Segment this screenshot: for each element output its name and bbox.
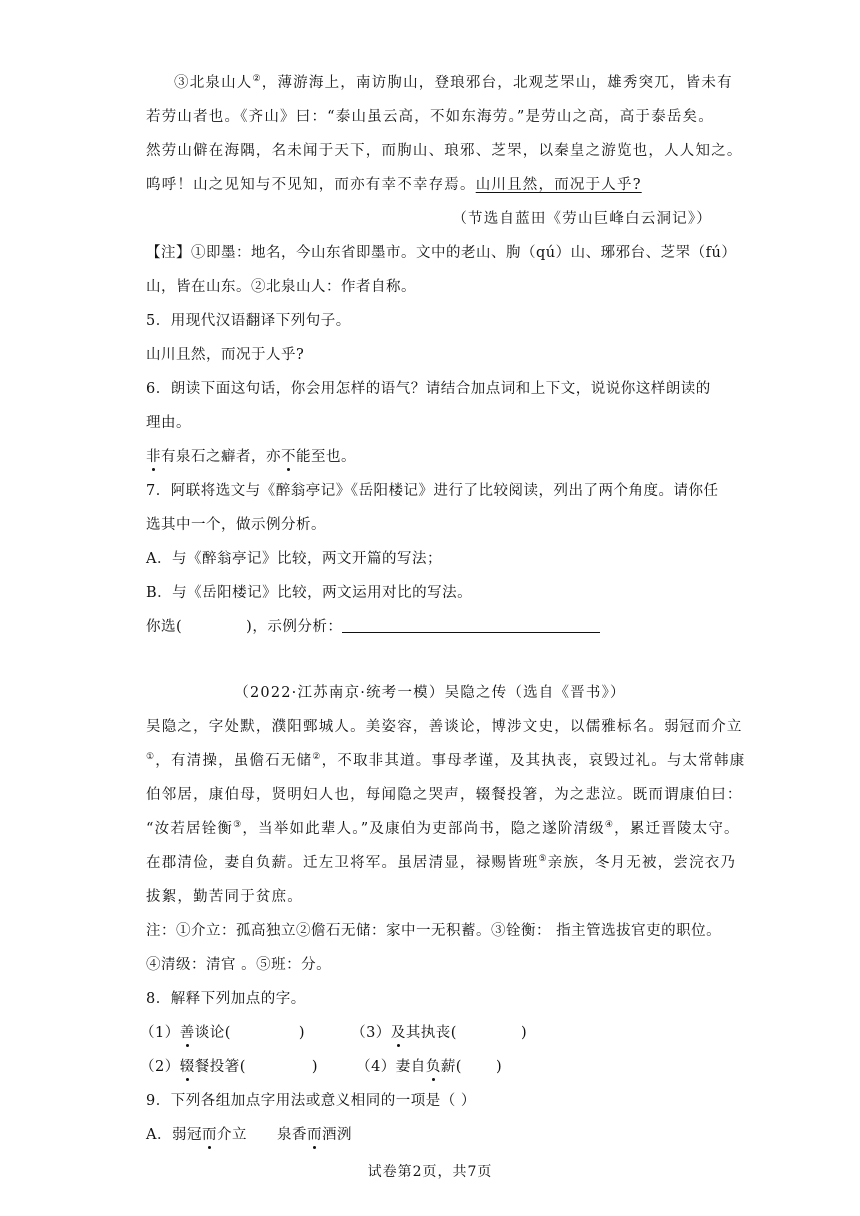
q9-title: 9．下列各组加点字用法或意义相同的一项是（ ） xyxy=(146,1093,476,1109)
passage2-line2: ①，有清操，虽儋石无储②，不取非其道。事母孝谨，及其执丧，哀毁过礼。与太常韩康 xyxy=(146,752,746,769)
q6-line2: 理由。 xyxy=(146,415,191,431)
q7-line1: 7．阿联将选文与《醉翁亭记》《岳阳楼记》进行了比较阅读，列出了两个角度。请你任 xyxy=(146,483,719,499)
dotted-char: 非 xyxy=(146,449,161,465)
passage2-heading: （2022·江苏南京·统考一模）吴隐之传（选自《晋书》） xyxy=(234,685,626,701)
dotted-char: 善 xyxy=(179,1025,195,1041)
passage1-line1: ③北泉山人②，薄游海上，南访朐山，登琅邪台，北观芝罘山，雄秀突兀，皆未有 xyxy=(174,74,733,91)
passage1-line3: 然劳山僻在海隅，名未闻于天下，而朐山、琅邪、芝罘，以秦皇之游览也，人人知之。 xyxy=(146,143,743,159)
dotted-char: 而 xyxy=(306,1127,322,1143)
passage1-source: （节选自蓝田《劳山巨峰白云洞记》） xyxy=(452,211,712,227)
note2-line2: ④清级：清官 。⑤班：分。 xyxy=(146,957,332,973)
q5-title: 5．用现代汉语翻译下列句子。 xyxy=(146,313,351,329)
q7-option-b: B．与《岳阳楼记》比较，两文运用对比的写法。 xyxy=(146,585,473,601)
q8-row1: （1）善谈论( ) （3）及其执丧( ) xyxy=(140,1025,528,1041)
dotted-char: 而 xyxy=(201,1127,217,1143)
q8-title: 8．解释下列加点的字。 xyxy=(146,991,306,1007)
q8-row2: （2）辍餐投箸( ) （4）妻自负薪( ) xyxy=(140,1059,503,1075)
q5-sentence: 山川且然，而况于人乎? xyxy=(146,347,305,363)
passage2-line6: 拔絮，勤苦同于贫庶。 xyxy=(146,889,303,905)
q7-answer-line: 你选( )，示例分析： xyxy=(146,617,726,637)
passage2-line5: 在郡清俭，妻自负薪。迁左卫将军。虽居清显，禄赐皆班⑤亲族，冬月无被，尝浣衣乃 xyxy=(146,854,737,871)
dotted-char: 及 xyxy=(390,1025,406,1041)
q9-option-a: A．弱冠而介立 泉香而酒洌 xyxy=(146,1127,352,1143)
q7-line2: 选其中一个，做示例分析。 xyxy=(146,517,326,533)
passage2-line3: 伯邻居，康伯母，贤明妇人也，每闻隐之哭声，辍餐投箸，为之悲泣。既而谓康伯曰： xyxy=(146,787,743,803)
analysis-blank[interactable] xyxy=(342,618,600,633)
dotted-char: 辍 xyxy=(179,1059,195,1075)
q6-line1: 6．朗读下面这句话，你会用怎样的语气？请结合加点词和上下文，说说你这样朗读的 xyxy=(146,381,711,397)
passage1-line4: 呜呼！山之见知与不见知，而亦有幸不幸存焉。山川且然，而况于人乎? xyxy=(146,177,642,193)
q6-sentence: 非有泉石之癖者，亦不能至也。 xyxy=(146,449,356,465)
passage2-line4: “汝若居铨衡③，当举如此辈人。”及康伯为吏部尚书，隐之遂阶清级④，累迁晋陵太守。 xyxy=(146,820,740,837)
underlined-sentence: 山川且然，而况于人乎? xyxy=(475,177,642,193)
q7-option-a: A．与《醉翁亭记》比较，两文开篇的写法； xyxy=(146,551,442,567)
passage2-line1: 吴隐之，字处默，濮阳鄄城人。美姿容，善谈论，博涉文史，以儒雅标名。弱冠而介立 xyxy=(146,719,743,735)
passage1-line2: 若劳山者也。《齐山》曰：“泰山虽云高，不如东海劳。”是劳山之高，高于泰岳矣。 xyxy=(146,109,714,125)
page-footer: 试卷第2页，共7页 xyxy=(367,1164,493,1180)
dotted-char: 不 xyxy=(281,449,296,465)
note1-line1: 【注】①即墨：地名，今山东省即墨市。文中的老山、朐（qú）山、琊邪台、芝罘（fú） xyxy=(146,245,737,261)
dotted-char: 负 xyxy=(425,1059,441,1075)
note2-line1: 注：①介立：孤高独立②儋石无储：家中一无积蓄。③铨衡： 指主管选拔官吏的职位。 xyxy=(146,923,722,939)
note1-line2: 山，皆在山东。②北泉山人：作者自称。 xyxy=(146,279,416,295)
